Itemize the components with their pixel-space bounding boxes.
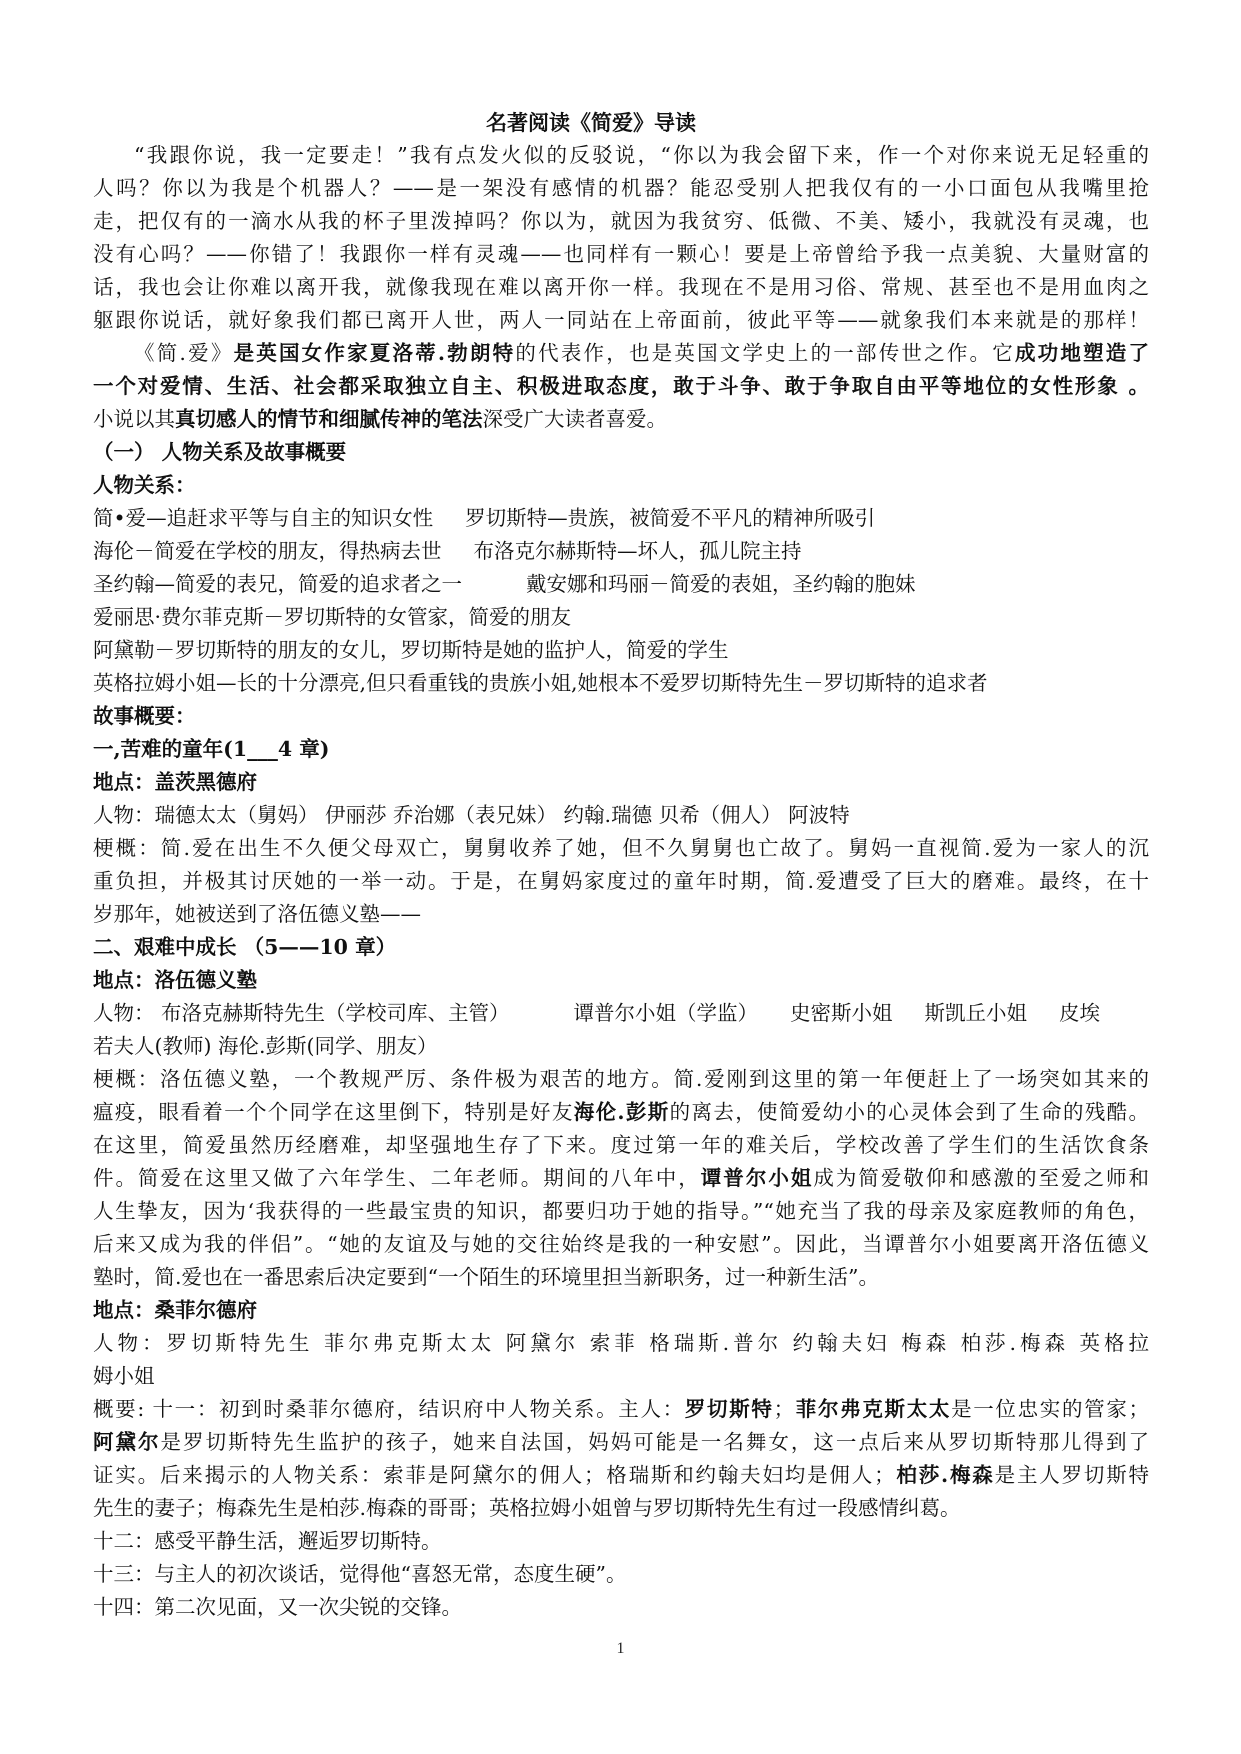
summary-line: 岁那年，她被送到了洛伍德义塾——	[93, 902, 421, 926]
people-line: 人物：罗切斯特先生 菲尔弗克斯太太 阿黛尔 索菲 格瑞斯.普尔 约翰夫妇 梅森 柏莎.梅森 英格拉	[93, 1331, 1149, 1355]
quote-line: 话，我也会让你难以离开我，就像我现在难以离开你一样。我现在不是用习俗、常规、甚至也不是用血肉之	[93, 275, 1149, 299]
summary-line: 在这里，简爱虽然历经磨难，却坚强地生存了下来。度过第一年的难关后，学校改善了学生们的生活饮食条	[93, 1133, 1149, 1157]
part-heading: 一,苦难的童年(1___4 章)	[93, 737, 330, 761]
relation-item: 罗切斯特—贵族，被简爱不平凡的精神所吸引	[465, 506, 876, 530]
quote-line: “我跟你说，我一定要走！”我有点发火似的反驳说，“你以为我会留下来，作一个对你来说无足轻重的	[134, 143, 1149, 167]
summary-line	[93, 1459, 1149, 1492]
page-title: 名著阅读《简爱》导读	[486, 110, 696, 135]
intro-text: 的代表作，也是英国文学史上的一部传世之作。它	[515, 341, 1015, 365]
relation-line	[93, 535, 1149, 568]
relation-line	[93, 502, 1149, 535]
people-item: 人物： 布洛克赫斯特先生（学校司库、主管）	[93, 1001, 510, 1025]
section-heading: （一） 人物关系及故事概要	[93, 440, 347, 464]
relation-item: 简•爱—追赶求平等与自主的知识女性	[93, 506, 434, 530]
quote-line: 躯跟你说话，就好象我们都已离开人世，两人一同站在上帝面前，彼此平等——就象我们本来就是的那样！	[93, 308, 1149, 332]
summary-text: ；	[773, 1397, 795, 1421]
people-line	[93, 997, 1149, 1030]
summary-line: 后来又成为我的伴侣”。“她的友谊及与她的交往始终是我的一种安慰”。因此，当谭普尔小姐要离开洛伍德义	[93, 1232, 1149, 1256]
page-content	[93, 106, 1149, 1624]
summary-line	[93, 1426, 1149, 1459]
place-label: 地点：桑菲尔德府	[93, 1298, 257, 1322]
people-item: 谭普尔小姐（学监）	[573, 1001, 759, 1025]
quote-line: 走，把仅有的一滴水从我的杯子里泼掉吗？你以为，就因为我贫穷、低微、不美、矮小，我就没有灵魂，也	[93, 209, 1149, 233]
people-item: 斯凯丘小姐	[924, 1001, 1028, 1025]
relations-label: 人物关系：	[93, 473, 196, 497]
character-name: 柏莎.梅森	[894, 1463, 995, 1487]
people-item: 史密斯小姐	[790, 1001, 893, 1025]
summary-text: 件。简爱在这里又做了六年学生、二年老师。期间的八年中，	[93, 1166, 701, 1190]
summary-line: 先生的妻子；梅森先生是柏莎.梅森的哥哥；英格拉姆小姐曾与罗切斯特先生有过一段感情纠葛。	[93, 1496, 961, 1520]
place-label: 地点：洛伍德义塾	[93, 968, 257, 992]
people-line: 姆小姐	[93, 1364, 155, 1388]
intro-text: 小说以其	[93, 407, 175, 431]
people-line: 人物：瑞德太太（舅妈） 伊丽莎 乔治娜（表兄妹） 约翰.瑞德 贝希（佣人） 阿波特	[93, 803, 850, 827]
book-title-text: 《简.爱》	[134, 341, 234, 365]
relation-item: 戴安娜和玛丽－简爱的表姐，圣约翰的胞妹	[526, 572, 916, 596]
relation-line: 英格拉姆小姐—长的十分漂亮,但只看重钱的贵族小姐,她根本不爱罗切斯特先生－罗切斯特的追求者	[93, 671, 988, 695]
intro-paragraph-line: 一个对爱情、生活、社会都采取独立自主、积极进取态度，敢于斗争、敢于争取自由平等地位的女性形象 。	[93, 374, 1149, 398]
character-name: 海伦.彭斯	[573, 1100, 670, 1124]
place-label: 地点：盖茨黑德府	[93, 770, 257, 794]
summary-text: 瘟疫，眼看着一个个同学在这里倒下，特别是好友	[93, 1100, 574, 1124]
summary-text: 是一位忠实的管家；	[951, 1397, 1150, 1421]
character-name: 阿黛尔	[93, 1430, 161, 1454]
relation-line	[93, 568, 1149, 601]
summary-line	[93, 1162, 1149, 1195]
people-item: 皮埃	[1059, 1001, 1101, 1025]
character-name: 谭普尔小姐	[700, 1166, 814, 1190]
part-heading: 二、艰难中成长 （5——10 章）	[93, 935, 397, 959]
summary-line: 重负担，并极其讨厌她的一举一动。于是，在舅妈家度过的童年时期，简.爱遭受了巨大的磨难。最终，在十	[93, 869, 1149, 893]
summary-text: 概要: 十一：初到时桑菲尔德府，结识府中人物关系。主人：	[93, 1397, 685, 1421]
people-line: 若夫人(教师) 海伦.彭斯(同学、朋友）	[93, 1034, 438, 1058]
summary-text: 是罗切斯特先生监护的孩子，她来自法国，妈妈可能是一名舞女，这一点后来从罗切斯特那儿得到了	[160, 1430, 1150, 1454]
summary-line: 梗概：简.爱在出生不久便父母双亡，舅舅收养了她，但不久舅舅也亡故了。舅妈一直视简.爱为一家人的沉	[93, 836, 1149, 860]
summary-line	[93, 1393, 1149, 1426]
character-name: 菲尔弗克斯太太	[794, 1397, 952, 1421]
summary-line: 人生挚友，因为‘我获得的一些最宝贵的知识，都要归功于她的指导。”“她充当了我的母亲及家庭教师的角色，	[93, 1199, 1149, 1223]
summary-text: 成为简爱敬仰和感激的至爱之师和	[813, 1166, 1150, 1190]
relation-item: 布洛克尔赫斯特—坏人，孤儿院主持	[473, 539, 802, 563]
summary-line: 梗概：洛伍德义塾，一个教规严厉、条件极为艰苦的地方。简.爱刚到这里的第一年便赶上了一场突如其来的	[93, 1067, 1149, 1091]
story-label: 故事概要：	[93, 704, 196, 728]
intro-text: 深受广大读者喜爱。	[482, 407, 667, 431]
quote-line: 没有心吗？——你错了！我跟你一样有灵魂——也同样有一颗心！要是上帝曾给予我一点美貌、大量财富的	[93, 242, 1149, 266]
quote-line: 人吗？你以为我是个机器人？——是一架没有感情的机器？能忍受别人把我仅有的一小口面包从我嘴里抢	[93, 176, 1149, 200]
summary-text: 证实。后来揭示的人物关系：索菲是阿黛尔的佣人；格瑞斯和约翰夫妇均是佣人；	[93, 1463, 895, 1487]
intro-paragraph-line	[93, 403, 1149, 436]
page-number: 1	[616, 1640, 625, 1657]
intro-paragraph-line	[93, 337, 1149, 370]
summary-line: 塾时，简.爱也在一番思索后决定要到“一个陌生的环境里担当新职务，过一种新生活”。	[93, 1265, 879, 1289]
intro-bold-text: 真切感人的情节和细腻传神的笔法	[175, 407, 483, 431]
relation-line: 爱丽思·费尔菲克斯－罗切斯特的女管家，简爱的朋友	[93, 605, 572, 629]
relation-item: 圣约翰—简爱的表兄，简爱的追求者之一	[93, 572, 462, 596]
character-name: 罗切斯特	[684, 1397, 774, 1421]
summary-line	[93, 1096, 1149, 1129]
chapter-line: 十三：与主人的初次谈话，觉得他“喜怒无常，态度生硬”。	[93, 1562, 627, 1586]
chapter-line: 十二：感受平静生活，邂逅罗切斯特。	[93, 1529, 442, 1553]
chapter-line: 十四：第二次见面，又一次尖锐的交锋。	[93, 1595, 462, 1619]
author-text: 是英国女作家夏洛蒂.勃朗特	[233, 341, 516, 365]
relation-item: 海伦－简爱在学校的朋友，得热病去世	[93, 539, 442, 563]
summary-text: 是主人罗切斯特	[994, 1463, 1150, 1487]
intro-bold-text: 成功地塑造了	[1014, 341, 1150, 365]
relation-line: 阿黛勒－罗切斯特的朋友的女儿，罗切斯特是她的监护人，简爱的学生	[93, 638, 729, 662]
summary-text: 的离去，使简爱幼小的心灵体会到了生命的残酷。	[669, 1100, 1150, 1124]
